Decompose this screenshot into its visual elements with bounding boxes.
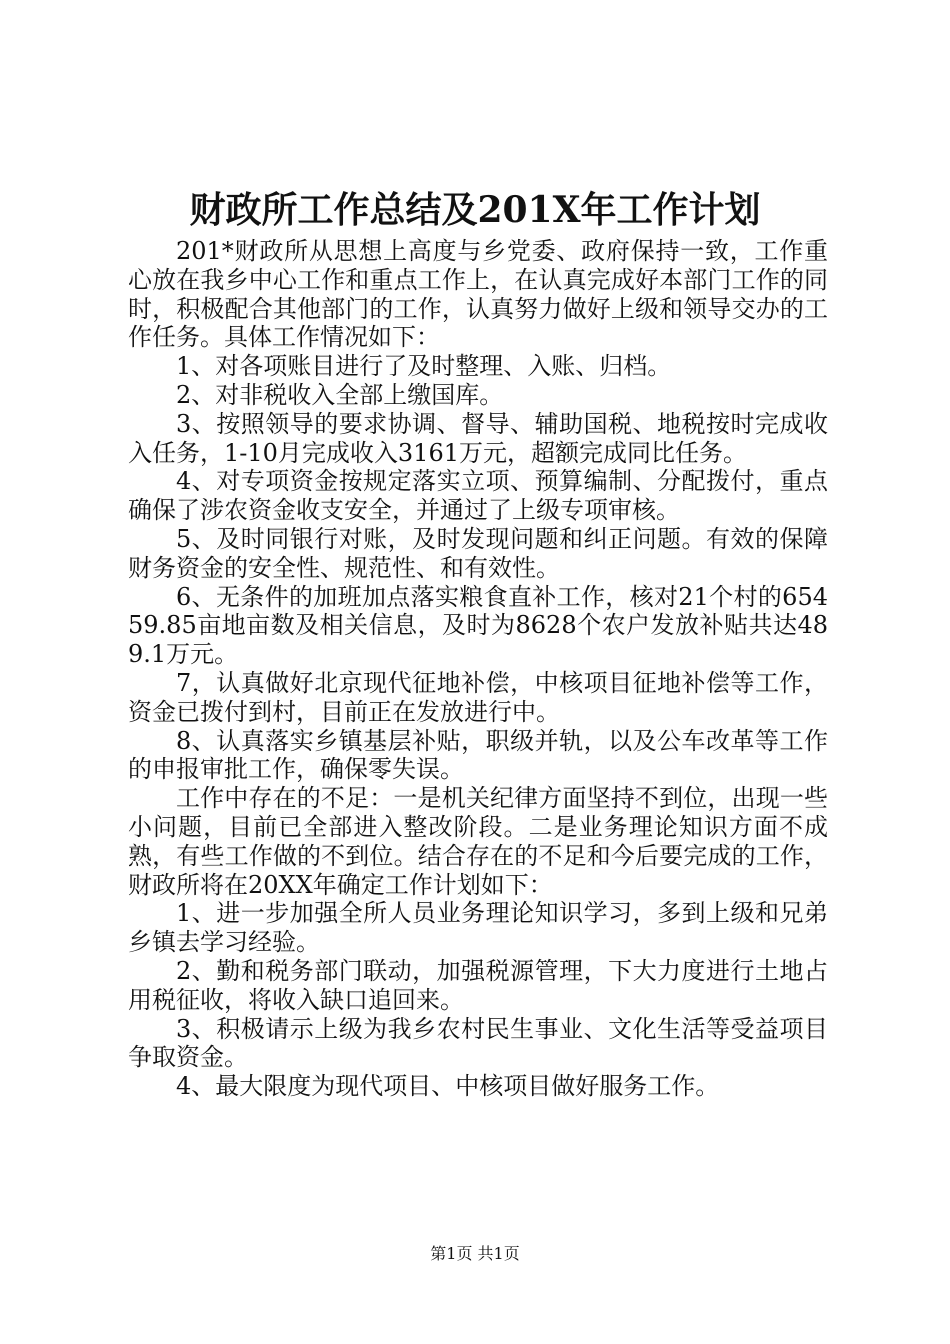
document-title: 财政所工作总结及201X年工作计划 <box>189 189 761 231</box>
work-item-8: 8、认真落实乡镇基层补贴，职级并轨，以及公车改革等工作的申报审批工作，确保零失误。 <box>128 726 828 784</box>
plan-item-4: 4、最大限度为现代项目、中核项目做好服务工作。 <box>176 1072 720 1101</box>
intro-paragraph: 201*财政所从思想上高度与乡党委、政府保持一致，工作重心放在我乡中心工作和重点工作上，在认真完成好本部门工作的同时，积极配合其他部门的工作，认真努力做好上级和领导交办的工作任务。具体工作情况如下： <box>128 237 828 352</box>
document-body <box>128 237 828 1101</box>
work-item-4: 4、对专项资金按规定落实立项、预算编制、分配拨付，重点确保了涉农资金收支安全，并通过了上级专项审核。 <box>128 467 828 525</box>
work-item-6: 6、无条件的加班加点落实粮食直补工作，核对21个村的65459.85亩地亩数及相关信息，及时为8628个农户发放补贴共达489.1万元。 <box>128 582 828 669</box>
work-item-1: 1、对各项账目进行了及时整理、入账、归档。 <box>176 352 672 381</box>
work-item-3: 3、按照领导的要求协调、督导、辅助国税、地税按时完成收入任务，1-10月完成收入3161万元，超额完成同比任务。 <box>128 409 828 467</box>
plan-item-2: 2、勤和税务部门联动，加强税源管理，下大力度进行土地占用税征收，将收入缺口追回来。 <box>128 956 828 1014</box>
page-footer: 第1页 共1页 <box>430 1244 520 1263</box>
shortcomings-paragraph: 工作中存在的不足：一是机关纪律方面坚持不到位，出现一些小问题，目前已全部进入整改阶段。二是业务理论知识方面不成熟，有些工作做的不到位。结合存在的不足和今后要完成的工作，财政所将在20XX年确定工作计划如下： <box>128 784 828 899</box>
plan-item-1: 1、进一步加强全所人员业务理论知识学习，多到上级和兄弟乡镇去学习经验。 <box>128 899 828 957</box>
work-item-2: 2、对非税收入全部上缴国库。 <box>176 380 504 409</box>
work-item-5: 5、及时同银行对账，及时发现问题和纠正问题。有效的保障财务资金的安全性、规范性、和有效性。 <box>128 524 828 582</box>
plan-item-3: 3、积极请示上级为我乡农村民生事业、文化生活等受益项目争取资金。 <box>128 1014 828 1072</box>
work-item-7: 7，认真做好北京现代征地补偿，中核项目征地补偿等工作，资金已拨付到村，目前正在发放进行中。 <box>128 668 828 726</box>
